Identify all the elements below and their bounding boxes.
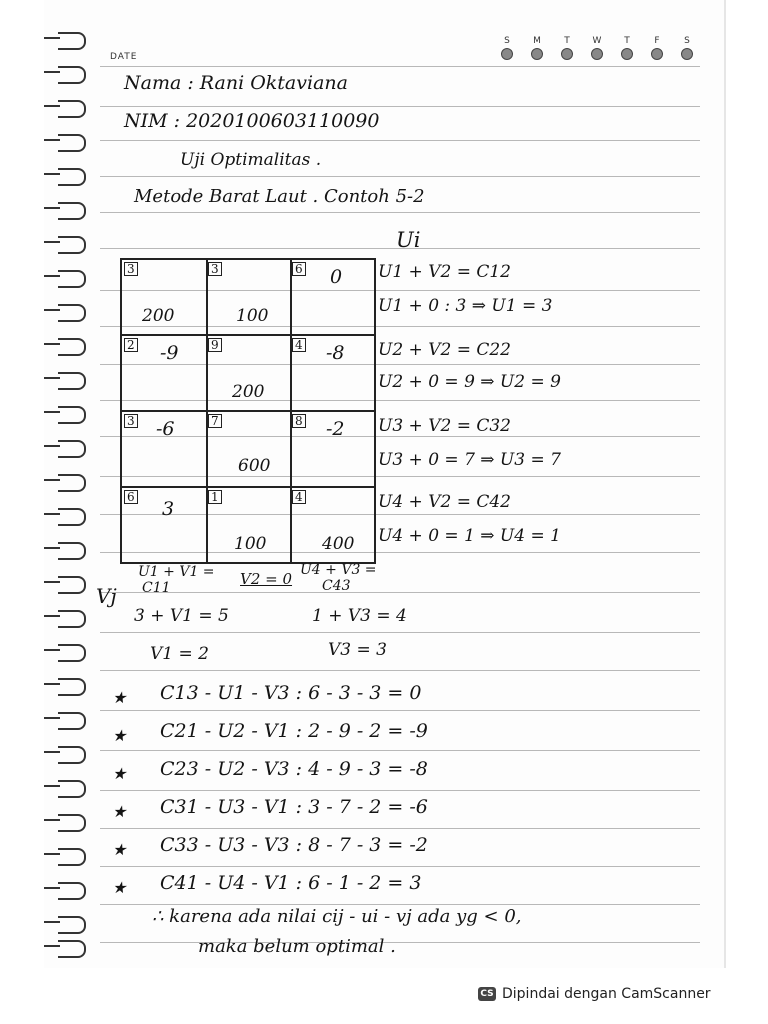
vj-equation: 3 + V1 = 5 [134,606,229,626]
allocation: 100 [234,534,267,554]
weekday-item: F [650,36,664,60]
camscanner-logo-icon: CS [478,987,496,1001]
weekday-item: M [530,36,544,60]
conclusion-line: ∴ karena ada nilai cij - ui - vj ada yg < 0, [152,906,522,927]
ui-equation: U2 + V2 = C22 [378,340,511,360]
watermark-text: Dipindai dengan CamScanner [502,986,711,1002]
ui-equation: U3 + 0 = 7 ⇒ U3 = 7 [378,450,561,470]
cost-cell: 4 [292,338,306,352]
cost-cell: 3 [208,262,222,276]
check-row: C23 - U2 - V3 : 4 - 9 - 3 = -8 [160,758,428,780]
star-bullet-icon: ★ [112,764,127,783]
allocation: 100 [236,306,269,326]
method-title: Metode Barat Laut . Contoh 5-2 [134,186,425,207]
reduced-cost: 3 [162,498,175,520]
ui-equation: U4 + 0 = 1 ⇒ U4 = 1 [378,526,561,546]
cost-cell: 6 [292,262,306,276]
cost-cell: 3 [124,262,138,276]
ui-equation: U4 + V2 = C42 [378,492,511,512]
check-row: C33 - U3 - V3 : 8 - 7 - 3 = -2 [160,834,428,856]
cost-cell: 2 [124,338,138,352]
transport-table [120,258,376,564]
cost-cell: 9 [208,338,222,352]
weekday-item: S [680,36,694,60]
allocation: 200 [142,306,175,326]
date-label: DATE [110,52,138,62]
check-row: C31 - U3 - V1 : 3 - 7 - 2 = -6 [160,796,428,818]
vj-formula: C11 [142,580,171,596]
weekday-item: W [590,36,604,60]
check-row: C21 - U2 - V1 : 2 - 9 - 2 = -9 [160,720,428,742]
cost-cell: 4 [292,490,306,504]
camscanner-watermark [478,986,711,1002]
reduced-cost: -2 [326,418,345,440]
weekday-item: S [500,36,514,60]
reduced-cost: -8 [326,342,345,364]
reduced-cost: -6 [156,418,175,440]
ui-equation: U1 + V2 = C12 [378,262,511,282]
cost-cell: 1 [208,490,222,504]
weekday-item: T [560,36,574,60]
star-bullet-icon: ★ [112,802,127,821]
cost-cell: 3 [124,414,138,428]
student-name: Nama : Rani Oktaviana [124,72,348,94]
check-row: C41 - U4 - V1 : 6 - 1 - 2 = 3 [160,872,422,894]
student-nim: NIM : 2020100603110090 [124,110,380,132]
star-bullet-icon: ★ [112,840,127,859]
ui-equation: U3 + V2 = C32 [378,416,511,436]
allocation: 400 [322,534,355,554]
ui-heading: Ui [396,228,421,252]
ui-equation: U1 + 0 : 3 ⇒ U1 = 3 [378,296,553,316]
vj-result: V1 = 2 [150,644,209,664]
conclusion-line: maka belum optimal . [198,936,396,957]
vj-formula: V2 = 0 [240,570,293,588]
section-title: Uji Optimalitas . [180,150,322,170]
vj-result: V3 = 3 [328,640,387,660]
star-bullet-icon: ★ [112,726,127,745]
star-bullet-icon: ★ [112,688,127,707]
vj-equation: 1 + V3 = 4 [312,606,407,626]
cost-cell: 8 [292,414,306,428]
reduced-cost: 0 [330,266,343,288]
star-bullet-icon: ★ [112,878,127,897]
vj-formula: U1 + V1 = [138,564,215,580]
vj-label: Vj [96,584,117,608]
reduced-cost: -9 [160,342,179,364]
ui-equation: U2 + 0 = 9 ⇒ U2 = 9 [378,372,561,392]
cost-cell: 6 [124,490,138,504]
check-row: C13 - U1 - V3 : 6 - 3 - 3 = 0 [160,682,422,704]
vj-formula: C43 [322,578,351,594]
cost-cell: 7 [208,414,222,428]
allocation: 600 [238,456,271,476]
weekday-item: T [620,36,634,60]
vj-formula: U4 + V3 = [300,562,377,578]
allocation: 200 [232,382,265,402]
weekday-row [500,36,694,60]
